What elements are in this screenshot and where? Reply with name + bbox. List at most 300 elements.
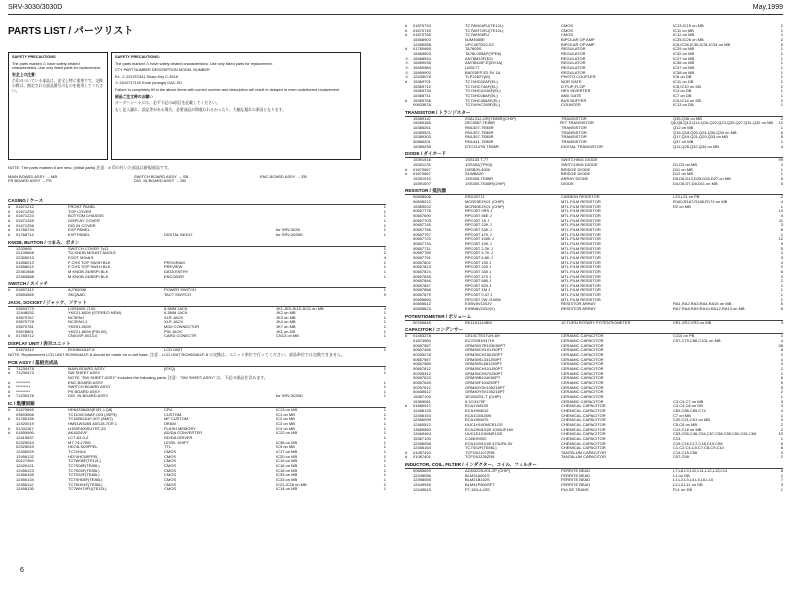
cell-part-number: ********* [16, 388, 31, 394]
cell-description: SWITCH COVER 7x11 [68, 245, 109, 251]
cell-part-number: 01671234 [16, 208, 34, 214]
cell-part-number: 15367100 [413, 435, 431, 441]
section-title: CAPACITOR / コンデンサー [405, 327, 783, 334]
cell-description: TC7WH08FU [465, 32, 490, 38]
cell-part-number: 15369061 [413, 398, 431, 404]
cell-quantity: 5 [780, 379, 783, 385]
cell-mark: # [8, 370, 11, 376]
cell-part-number: 00657623 [413, 375, 431, 381]
parts-section [405, 462, 783, 492]
cell-mark: # [405, 166, 408, 172]
cell-description: GRM40Y5V105Z16PT [465, 384, 506, 390]
cell-description: FT-153-4-43S [465, 486, 490, 492]
parts-section [8, 353, 386, 358]
cell-mark: # [8, 430, 11, 436]
cell-part-number: 00657813 [413, 264, 431, 270]
cell-remarks: TRANSISTOR [561, 139, 587, 145]
cell-description: F CHS TOP SW4H BLK [68, 259, 111, 265]
page-title: PARTS LIST / パーツリスト [8, 26, 134, 37]
cell-description: BLM21B102S [465, 477, 490, 483]
cell-location: IC8,IC10 on DB [673, 83, 702, 89]
cell-description: MCR03EZHJ1 (CHIP) [465, 199, 505, 204]
cell-part-number: 15468903 [413, 36, 431, 42]
cell-location: IC16 on MB [276, 463, 298, 469]
cell-description: RPC05T 150 J [465, 259, 492, 265]
cell-remarks: CHEMICAL CAPACITOR [561, 412, 606, 418]
cell-location: C12,C16 on MB [673, 426, 702, 432]
cell-remarks: CERAMIC CAPACITOR [561, 361, 604, 367]
cell-part-number: 00255312 [413, 370, 431, 376]
cell-description: TLP2262Y(M) [465, 74, 490, 80]
cell-quantity: 1 [383, 314, 386, 320]
cell-quantity: 1 [383, 467, 386, 473]
section-title: JACK, SOCKET / ジャック、ソケット [8, 300, 386, 307]
cell-part-number: 15469902 [413, 69, 431, 75]
cell-part-number: 03694773 [16, 305, 34, 311]
cell-location: IC38 on MB [673, 69, 695, 75]
section-title: PCB ASSY / 基板完成品 [8, 360, 386, 367]
cell-remarks: SWITCHING DIODE [561, 162, 598, 168]
cell-description: RPC05T 47K J [465, 231, 492, 237]
cell-description: NC3FAH-1 [68, 319, 88, 325]
cell-part-number: 01670312 [16, 347, 34, 353]
cell-quantity: 1 [780, 282, 783, 288]
cell-remarks: MTL.FILM RESISTOR [561, 268, 601, 274]
cell-part-number: 15389156 [412, 120, 431, 126]
safety-left-line: SAFETY PRECAUTIONS [12, 55, 56, 59]
cell-part-number: 15389110 [413, 115, 431, 121]
cell-remarks [164, 394, 276, 399]
cell-location: IC9 on MB [276, 444, 295, 450]
cell-description: ROH604A1F-8 [68, 347, 95, 353]
cell-mark: # [405, 97, 408, 103]
safety-box-left [8, 52, 108, 160]
cell-part-number: 22105668 [16, 250, 34, 256]
cell-quantity: 1 [383, 217, 386, 223]
header-divider [8, 14, 783, 15]
cell-mark: # [405, 171, 408, 177]
cell-description: TC7S32F(TE85L) [68, 472, 100, 478]
cell-quantity: 1 [383, 370, 386, 376]
cell-location [276, 293, 376, 298]
cell-remarks: CMOS [164, 486, 176, 492]
cell-part-number: 15469984 [413, 64, 431, 70]
cell-description: RPC05T 0.47 J [465, 292, 493, 298]
left-parts-list [8, 196, 386, 492]
cell-quantity: 1 [383, 384, 386, 390]
cell-location: IC13 on MB [276, 407, 298, 413]
cell-mark: # [405, 78, 408, 84]
cell-part-number: 00657789 [413, 250, 431, 256]
cell-location: IC6 on DB [673, 74, 692, 80]
cell-part-number: 01671212 [16, 204, 34, 209]
cell-quantity: 1 [383, 411, 386, 417]
cell-mark: # [8, 227, 11, 233]
cell-location: C53,C55,C46,C54,C57,C58,C59,C60,C61,C66 [673, 431, 757, 437]
safety-right-line: ⚠ 2A10717100 Knob (orange) DAC-SD [115, 81, 182, 86]
cell-location: RA7,RA8,RA9,RA10,RA12,RA13 on MB [673, 306, 745, 312]
cell-location: D12 on MB [673, 171, 694, 177]
cell-mark: # [8, 379, 11, 385]
cell-location: for SRV-3030D [276, 393, 303, 399]
cell-remarks: CMOS [164, 481, 176, 487]
cell-remarks: PHOTO COUPLER [561, 74, 596, 80]
cell-quantity: 1 [383, 208, 386, 214]
section-title: INDUCTOR, COIL, FILTER / インダクター、コイル、フィルター [405, 462, 783, 469]
cell-description: 0.1CH475F [465, 398, 486, 404]
cell-description: TC74HC74AF(EL) [465, 83, 498, 89]
parts-row [405, 103, 783, 108]
cell-quantity: 6 [780, 176, 783, 182]
cell-location: Q12 on MB [673, 125, 694, 131]
cell-part-number: 12456133 [413, 407, 431, 413]
cell-quantity: 1 [780, 46, 783, 52]
cell-location: C14,C15,C56 [673, 449, 698, 455]
cell-part-number: 00657767 [413, 231, 431, 237]
cell-remarks: CHEMICAL CAPACITOR [561, 426, 606, 432]
cell-quantity: 1 [780, 435, 783, 441]
cell-part-number: 12398055 [413, 477, 431, 483]
cell-part-number: 00657456 [413, 347, 431, 353]
cell-remarks: HEX INVERTER [561, 88, 591, 94]
cell-location: IC20 on MB [276, 453, 298, 459]
cell-description: YKE21-8004 (PIN 00) [68, 328, 107, 334]
cell-location: R2 on MB [673, 203, 691, 209]
cell-part-number: 15391007 [413, 180, 431, 186]
cell-part-number: 01671223 [16, 213, 34, 219]
cell-description: ERD25TJ1 [465, 194, 485, 200]
cell-location: IC25,IC26 on MB [673, 36, 704, 42]
safety-left-line: ⚠印のついている部品は、安全上特に重要です。交換の際は、指定された部品番号のものを使用してください。 [12, 79, 104, 93]
parts-section [405, 314, 783, 326]
cell-quantity: 1 [780, 333, 783, 339]
cell-location: IC22 on MB [276, 430, 298, 436]
cell-mark: # [405, 46, 408, 52]
section-title: CASING / ケース [8, 198, 386, 205]
cell-location: C3,C4,C7 on MB [673, 398, 704, 404]
cell-quantity: 1 [780, 472, 783, 478]
cell-description: DISPLAY COVER [68, 217, 100, 223]
page-number: 6 [20, 567, 24, 574]
cell-remarks: COUNTER [561, 102, 581, 108]
cell-location: C57,C58 [673, 454, 689, 460]
safety-right-line: The parts marked ⚠ have safety-related characteristics. Use only listed parts for replacement. [115, 61, 273, 66]
cell-remarks: TANTALUM CAPACITOR [561, 449, 607, 455]
cell-description: ACM3225-201-2P (CHIP) [465, 468, 511, 474]
cell-quantity: 6 [780, 129, 783, 135]
cell-description: EXP PANEL [68, 227, 90, 233]
cell-description: TC74HC08AF(EL) [465, 92, 498, 98]
cell-remarks: ENCODER [164, 273, 185, 279]
cell-quantity: 3 [780, 222, 783, 228]
cell-quantity: 2 [780, 264, 783, 270]
cell-description: LC7-63-0-Z [68, 435, 89, 441]
cell-description: RN1307-TE85R [465, 125, 494, 131]
cell-description: TC74HC365AF(EL) [465, 97, 500, 103]
cell-quantity: 6 [780, 268, 783, 274]
cell-part-number: 00657868 [413, 287, 431, 293]
cell-description: HD64338459(EXR, LQ8) [68, 407, 113, 413]
cell-description: TCFG0J107ZR8 [465, 449, 495, 455]
cell-part-number: 12456029 [16, 449, 34, 455]
cell-description: DIG IN COVER [68, 222, 96, 228]
cell-part-number: 00698008 [413, 194, 431, 200]
cell-description: TC74HU4 [68, 449, 86, 455]
cell-location: IC11 on DB [673, 78, 694, 84]
cell-quantity: 1 [780, 171, 783, 177]
cell-description: GRM39B104K50PT [465, 375, 501, 381]
cell-description: BLM31A601S [465, 472, 490, 478]
cell-part-number: 00657824 [413, 268, 431, 274]
cell-location: VR1,VR2,VR3 on MB [673, 319, 712, 325]
cell-quantity: 1 [780, 78, 783, 84]
cell-quantity: 2 [383, 481, 386, 487]
cell-quantity: 2 [780, 352, 783, 358]
cell-part-number: 15389521 [413, 129, 431, 135]
safety-left-line: 安全上の注意： [12, 72, 39, 77]
cell-description: UUC1E101MNR1GS [465, 431, 503, 437]
cell-part-number: 00255278 [413, 352, 431, 358]
cell-description: TC18062A1F-007 (AMO) [68, 416, 113, 422]
cell-part-number: 12456155 [16, 472, 34, 478]
cell-part-number: 12456123 [16, 467, 34, 473]
cell-remarks: MTL.FILM RESISTOR [561, 287, 601, 293]
cell-remarks: MTL.FILM RESISTOR [561, 254, 601, 260]
cell-part-number: 00655660 [413, 296, 431, 302]
cell-location: C13 [673, 435, 681, 441]
assembly-item: MAIN BOARD ASSY → MB [8, 173, 58, 179]
cell-remarks: RESISTOR ARRAY [561, 306, 596, 312]
cell-location: IC36 on MB [276, 439, 298, 445]
cell-part-number: 12420019 [16, 421, 34, 427]
cell-description: DIG. IN BOARD ASSY [68, 393, 109, 399]
cell-quantity: 1 [780, 55, 783, 61]
cell-description: M KNOB 24/BSPI BLK [68, 268, 109, 274]
parts-row [405, 488, 783, 493]
cell-remarks: CERAMIC CAPACITOR [561, 356, 604, 362]
cell-location: IC13,IC15 on MB [673, 23, 704, 28]
cell-description: LGR4609-7100 [68, 305, 96, 311]
cell-remarks: MTL.FILM RESISTOR [561, 278, 601, 284]
cell-location: IC21,IC28 on MB [276, 481, 307, 487]
cell-quantity: 1 [383, 213, 386, 219]
cell-description: ECA1CM100B [465, 412, 492, 418]
cell-quantity: 1 [780, 60, 783, 66]
cell-part-number: 00655623 [413, 306, 431, 312]
cell-description: UUC1H100MCR1GS [465, 421, 503, 427]
cell-description: GRM39CH470J50PT [465, 370, 503, 376]
cell-mark: # [8, 388, 11, 394]
cell-description: RPC05T 22K J [465, 222, 492, 228]
cell-quantity: 1 [383, 453, 386, 459]
cell-part-number: 00657879 [413, 292, 431, 298]
cell-quantity: 3 [780, 398, 783, 404]
parts-row [8, 275, 386, 280]
cell-quantity: 2 [383, 250, 386, 256]
parts-row [405, 307, 783, 312]
cell-quantity: 14 [778, 208, 783, 214]
cell-description: RPC05T 680 J [465, 278, 492, 284]
cell-location: IC7 on DB [673, 92, 692, 98]
right-parts-list [405, 24, 783, 492]
cell-part-number: 12456134 [16, 476, 34, 482]
cell-quantity: 8 [780, 226, 783, 232]
cell-remarks: SWITCHING DIODE [561, 157, 598, 163]
cell-description: ECA1VM100 [465, 403, 489, 409]
cell-remarks: DIGITAL TRANSISTOR [561, 143, 603, 149]
cell-remarks: CHEMICAL CAPACITOR [561, 431, 606, 437]
cell-quantity: 1 [780, 27, 783, 33]
cell-remarks: BUS BUFFER [561, 97, 587, 103]
cell-remarks: BRIDGE DIODE [561, 171, 591, 177]
cell-quantity: 1 [383, 463, 386, 469]
cell-mark: # [8, 393, 11, 399]
cell-quantity: 3 [780, 361, 783, 367]
cell-remarks: BIPOLAR OP AMP [561, 36, 595, 42]
cell-quantity: 1 [383, 333, 386, 339]
cell-location: D1,D3 on MB [673, 162, 698, 168]
cell-description: LH28F400SUTHT-Z0 [68, 425, 106, 431]
parts-row [8, 394, 386, 399]
cell-part-number: 15468944 [413, 55, 431, 61]
cell-remarks: CERAMIC CAPACITOR [561, 375, 604, 381]
cell-quantity: 3 [780, 403, 783, 409]
cell-location: C20,C21,C61 on MB [673, 417, 710, 423]
cell-location: C69,C86,C89,C74 [673, 407, 706, 413]
cell-remarks: CERAMIC CAPACITOR [561, 389, 604, 395]
parts-section [8, 300, 386, 340]
cell-remarks: XLR JACK [164, 314, 184, 320]
cell-part-number: 00657690 [413, 212, 431, 218]
cell-remarks: MTL.FILM RESISTOR [561, 250, 601, 256]
cell-quantity: 2 [780, 454, 783, 460]
cell-part-number: 12456058 [413, 440, 431, 446]
cell-part-number: 15367100 [413, 393, 431, 399]
cell-location: IC37 on MB [673, 64, 695, 70]
cell-description: FRONT PANEL [68, 204, 96, 209]
cell-mark: # [405, 27, 408, 33]
cell-part-number: 00657567 [413, 342, 431, 348]
cell-quantity: 1 [780, 370, 783, 376]
cell-description: 1SS133 T-77 [465, 157, 489, 163]
parts-section [8, 360, 386, 400]
cell-description: EXBV8V100JV [465, 301, 492, 307]
cell-part-number: 00657723 [413, 236, 431, 242]
cell-mark: # [8, 407, 11, 413]
cell-remarks: BRIDGE DIODE [561, 166, 591, 172]
cell-part-number: 15391178 [413, 162, 431, 168]
cell-part-number: 12449945 [413, 482, 431, 488]
cell-description: RPC05T 220 J [465, 264, 492, 270]
cell-part-number: 00657567 [413, 356, 431, 362]
cell-mark [8, 293, 16, 298]
cell-part-number: 01341167 [16, 425, 34, 431]
cell-part-number: 15369022 [413, 203, 431, 209]
cell-mark: ⚠ [405, 60, 409, 66]
cell-description: RPC05T 33K J [465, 226, 492, 232]
cell-mark: # [8, 333, 11, 339]
cell-remarks: 6.3MM JACK [164, 310, 188, 316]
cell-quantity: 1 [780, 231, 783, 237]
cell-quantity: 6 [780, 375, 783, 381]
cell-description: SWITCH BOARD ASSY [68, 384, 111, 390]
cell-quantity: 9 [383, 291, 386, 297]
cell-description: 1E105ZS1-T (CHIP) [465, 393, 501, 399]
cell-quantity: 3 [780, 273, 783, 279]
cell-description: M KNOB 24/BSPI BLK [68, 273, 109, 279]
cell-quantity: 5 [780, 134, 783, 140]
cell-description: FOOT M3x8.5 [68, 254, 94, 260]
cell-description: 1SS309-TE85R [465, 176, 494, 182]
cell-location: Q17,Q19,Q21,Q29,Q33 on MB [673, 134, 728, 140]
cell-part-number: 03694565 [16, 291, 34, 297]
cell-description: GRM39X7R103K50PT [465, 342, 506, 348]
cell-quantity: 1 [383, 472, 386, 478]
cell-quantity: 1 [383, 425, 386, 431]
cell-mark: # [405, 454, 408, 460]
cell-quantity: 2 [780, 250, 783, 256]
cell-quantity: 1 [780, 102, 783, 108]
assembly-item: PS BOARD ASSY → PS [8, 178, 52, 184]
cell-description: ECA1HM010 [465, 407, 489, 413]
cell-part-number: 15469935 [413, 60, 431, 66]
cell-location: C3,C4,C8 on DB [673, 403, 703, 409]
cell-description: CJ450H30C [465, 435, 487, 441]
cell-mark: # [8, 425, 11, 431]
cell-location: IC17 on MB [276, 449, 298, 455]
cell-description: TC7WH04FU(TE12L) [465, 23, 504, 28]
cell-mark: ⚠ [405, 74, 409, 80]
cell-description: TC7SH08F(TE85L) [68, 476, 103, 482]
cell-remarks: TRANSISTOR [561, 134, 587, 140]
cell-mark: # [405, 333, 408, 339]
safety-right-line: 部品ご注文時のお願い [115, 94, 153, 99]
cell-part-number: 01658213 [16, 259, 34, 265]
cell-quantity: 5 [780, 301, 783, 307]
cell-location: IC27 on MB [673, 55, 695, 61]
cell-quantity: 1 [383, 379, 386, 385]
cell-description: MAIN BOARD ASSY [68, 365, 105, 371]
cell-remarks: MTL.FILM RESISTOR [561, 273, 601, 279]
cell-description: TA78L005AP(TPE6) [465, 50, 502, 56]
cell-location: IC35 on MB [276, 472, 298, 478]
cell-description: RPC05T 2W J100W [465, 296, 501, 302]
cell-remarks: REGULATOR [561, 60, 586, 66]
cell-part-number: 12456132 [16, 453, 34, 459]
cell-description: AJ760008 [68, 287, 87, 293]
cell-mark: # [8, 213, 11, 219]
assembly-item [260, 179, 386, 184]
cell-remarks: TACT SWITCH [164, 291, 191, 297]
cell-remarks: CERAMIC CAPACITOR [561, 398, 604, 404]
cell-description: GRM39SL331J50PT [465, 356, 502, 362]
cell-remarks: CMOS [561, 27, 573, 33]
cell-part-number: 00657835 [413, 273, 431, 279]
cell-part-number: 01670734 [413, 23, 431, 28]
cell-remarks: REGULATOR [561, 69, 586, 75]
cell-remarks: NOR GATE [561, 78, 582, 84]
cell-description: SW SHEET ASSY [68, 370, 101, 376]
cell-part-number: 00657857 [413, 282, 431, 288]
cell-description: LM317T [465, 64, 480, 70]
cell-location: JK7 on MB [276, 324, 296, 330]
cell-quantity: 1 [780, 393, 783, 399]
cell-description: BA033FP-E2 5V 1A [465, 69, 501, 75]
cell-remarks: CERAMIC CAPACITOR [561, 342, 604, 348]
cell-remarks: CMOS [164, 476, 176, 482]
parts-section [8, 198, 386, 238]
cell-description: HD74LS09FPEL [68, 444, 98, 450]
